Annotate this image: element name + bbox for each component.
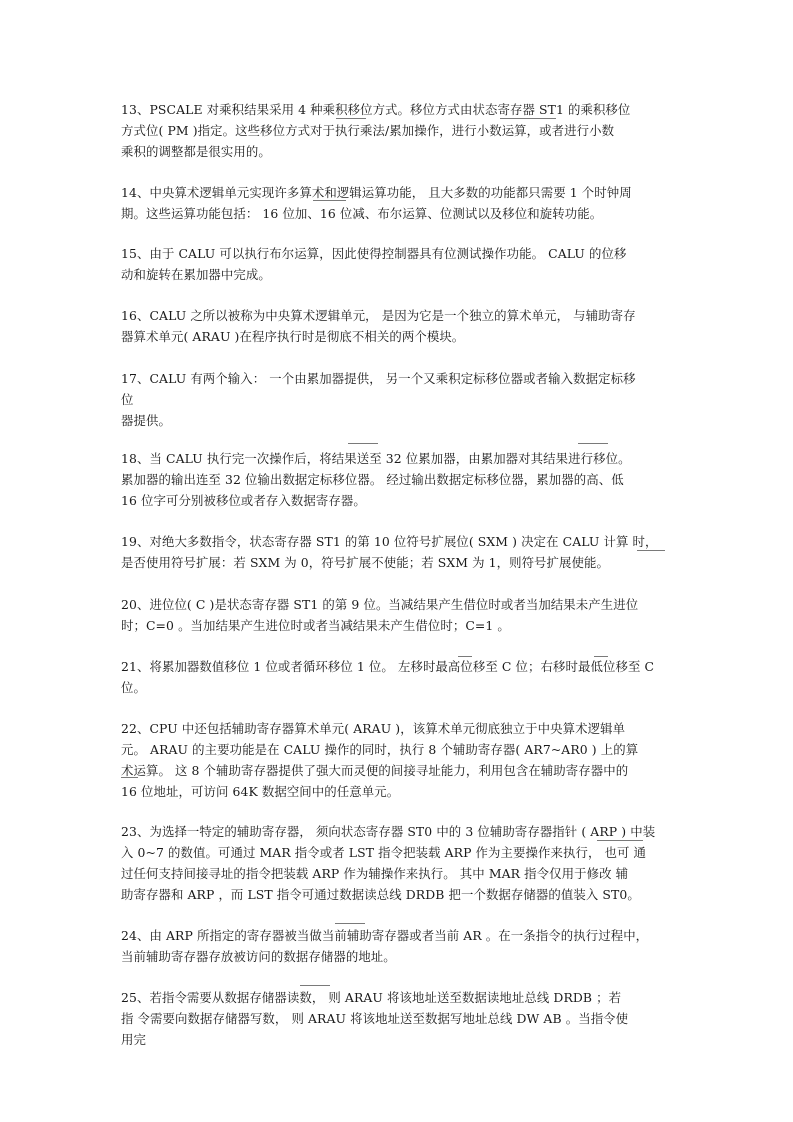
paragraph-19 xyxy=(121,531,681,573)
paragraph-line: 乘积的调整都是很实用的。 xyxy=(121,144,271,159)
underline-mark xyxy=(500,118,556,119)
paragraph-line: 时；C=0 。当加结果产生进位时或者当减结果未产生借位时；C=1 。 xyxy=(121,618,510,633)
paragraph-15 xyxy=(121,243,681,285)
paragraph-17 xyxy=(121,368,681,431)
paragraph-line: 累加器的输出连至 32 位输出数据定标移位器。 经过输出数据定标移位器，累加器的高、低 xyxy=(121,472,624,487)
paragraph-line: 19、对绝大多数指令，状态寄存器 ST1 的第 10 位符号扩展位( SXM ) 决定在 CALU 计算 时， xyxy=(121,534,658,549)
paragraph-21 xyxy=(121,656,681,698)
paragraph-23 xyxy=(121,821,681,905)
paragraph-line: 20、进位位( C )是状态寄存器 ST1 的第 9 位。当减结果产生借位时或者当加结果未产生进位 xyxy=(121,597,639,612)
paragraph-24 xyxy=(121,925,681,967)
paragraph-20 xyxy=(121,594,681,636)
paragraph-line: 期。这些运算功能包括： 16 位加、16 位减、布尔运算、位测试以及移位和旋转功能。 xyxy=(121,206,603,221)
paragraph-line: 16 位字可分别被移位或者存入数据寄存器。 xyxy=(121,493,366,508)
paragraph-line: 13、PSCALE 对乘积结果采用 4 种乘积移位方式。移位方式由状态寄存器 ST1 的乘积移位 xyxy=(121,102,631,117)
overline-mark xyxy=(335,923,365,924)
paragraph-line: 术运算。 这 8 个辅助寄存器提供了强大而灵便的间接寻址能力，利用包含在辅助寄存器中的 xyxy=(121,763,629,778)
paragraph-line: 位。 xyxy=(121,680,146,695)
paragraph-line: 22、CPU 中还包括辅助寄存器算术单元( ARAU )，该算术单元彻底独立于中央算术逻辑单 xyxy=(121,721,626,736)
underline-mark xyxy=(637,550,665,551)
paragraph-line: 助寄存器和 ARP ，而 LST 指令可通过数据读总线 DRDB 把一个数据存储器的值装入 ST0。 xyxy=(121,887,640,902)
paragraph-line: 当前辅助寄存器存放被访问的数据存储器的地址。 xyxy=(121,949,396,964)
paragraph-line: 14、中央算术逻辑单元实现许多算术和逻辑运算功能， 且大多数的功能都只需要 1 个时钟周 xyxy=(121,185,632,200)
paragraph-line: 17、CALU 有两个输入： 一个由累加器提供， 另一个又乘积定标移位器或者输入数据定标移 xyxy=(121,371,636,386)
overline-mark xyxy=(300,985,330,986)
paragraph-line: 过任何支持间接寻址的指令把装载 ARP 作为辅操作来执行。 其中 MAR 指令仅用于修改 辅 xyxy=(121,866,629,881)
paragraph-line: 16、CALU 之所以被称为中央算术逻辑单元， 是因为它是一个独立的算术单元， 与辅助寄存 xyxy=(121,308,636,323)
overline-mark xyxy=(121,777,138,778)
paragraph-line: 24、由 ARP 所指定的寄存器被当做当前辅助寄存器或者当前 AR 。在一条指令的执行过程中， xyxy=(121,928,649,943)
paragraph-line: 指 令需要向数据存储器写数， 则 ARAU 将该地址送至数据写地址总线 DW AB 。当指令使 xyxy=(121,1011,629,1026)
paragraph-line: 器算术单元( ARAU )在程序执行时是彻底不相关的两个模块。 xyxy=(121,329,465,344)
underline-mark xyxy=(336,118,366,119)
paragraph-line: 用完 xyxy=(121,1032,146,1047)
paragraph-line: 位 xyxy=(121,392,134,407)
underline-mark xyxy=(313,200,346,201)
paragraph-13 xyxy=(121,99,681,162)
paragraph-line: 器提供。 xyxy=(121,413,171,428)
paragraph-line: 元。 ARAU 的主要功能是在 CALU 操作的同时，执行 8 个辅助寄存器( AR7~AR0 ) 上的算 xyxy=(121,742,639,757)
overline-mark xyxy=(594,656,608,657)
paragraph-line: 16 位地址，可访问 64K 数据空间中的任意单元。 xyxy=(121,784,400,799)
paragraph-22 xyxy=(121,718,681,802)
paragraph-line: 18、当 CALU 执行完一次操作后，将结果送至 32 位累加器，由累加器对其结果进行移位。 xyxy=(121,451,631,466)
paragraph-line: 是否使用符号扩展：若 SXM 为 0，符号扩展不使能；若 SXM 为 1，则符号扩展使能。 xyxy=(121,555,609,570)
paragraph-25 xyxy=(121,987,681,1050)
paragraph-line: 25、若指令需要从数据存储器读数， 则 ARAU 将该地址送至数据读地址总线 DRDB ；若 xyxy=(121,990,622,1005)
overline-mark xyxy=(348,443,378,444)
paragraph-line: 15、由于 CALU 可以执行布尔运算，因此使得控制器具有位测试操作功能。 CALU 的位移 xyxy=(121,246,627,261)
underline-mark xyxy=(597,840,643,841)
paragraph-14 xyxy=(121,182,681,224)
paragraph-line: 动和旋转在累加器中完成。 xyxy=(121,267,271,282)
paragraph-line: 方式位( PM )指定。这些移位方式对于执行乘法/累加操作，进行小数运算，或者进行小数 xyxy=(121,123,615,138)
paragraph-line: 入 0~7 的数值。可通过 MAR 指令或者 LST 指令把装载 ARP 作为主要操作来执行， 也可 通 xyxy=(121,845,647,860)
overline-mark xyxy=(458,656,472,657)
paragraph-16 xyxy=(121,305,681,347)
paragraph-line: 21、将累加器数值移位 1 位或者循环移位 1 位。 左移时最高位移至 C 位；右移时最低位移至 C xyxy=(121,659,655,674)
paragraph-line: 23、为选择一特定的辅助寄存器， 须向状态寄存器 ST0 中的 3 位辅助寄存器指针 ( ARP ) 中装 xyxy=(121,824,656,839)
paragraph-18 xyxy=(121,448,681,511)
overline-mark xyxy=(578,443,608,444)
